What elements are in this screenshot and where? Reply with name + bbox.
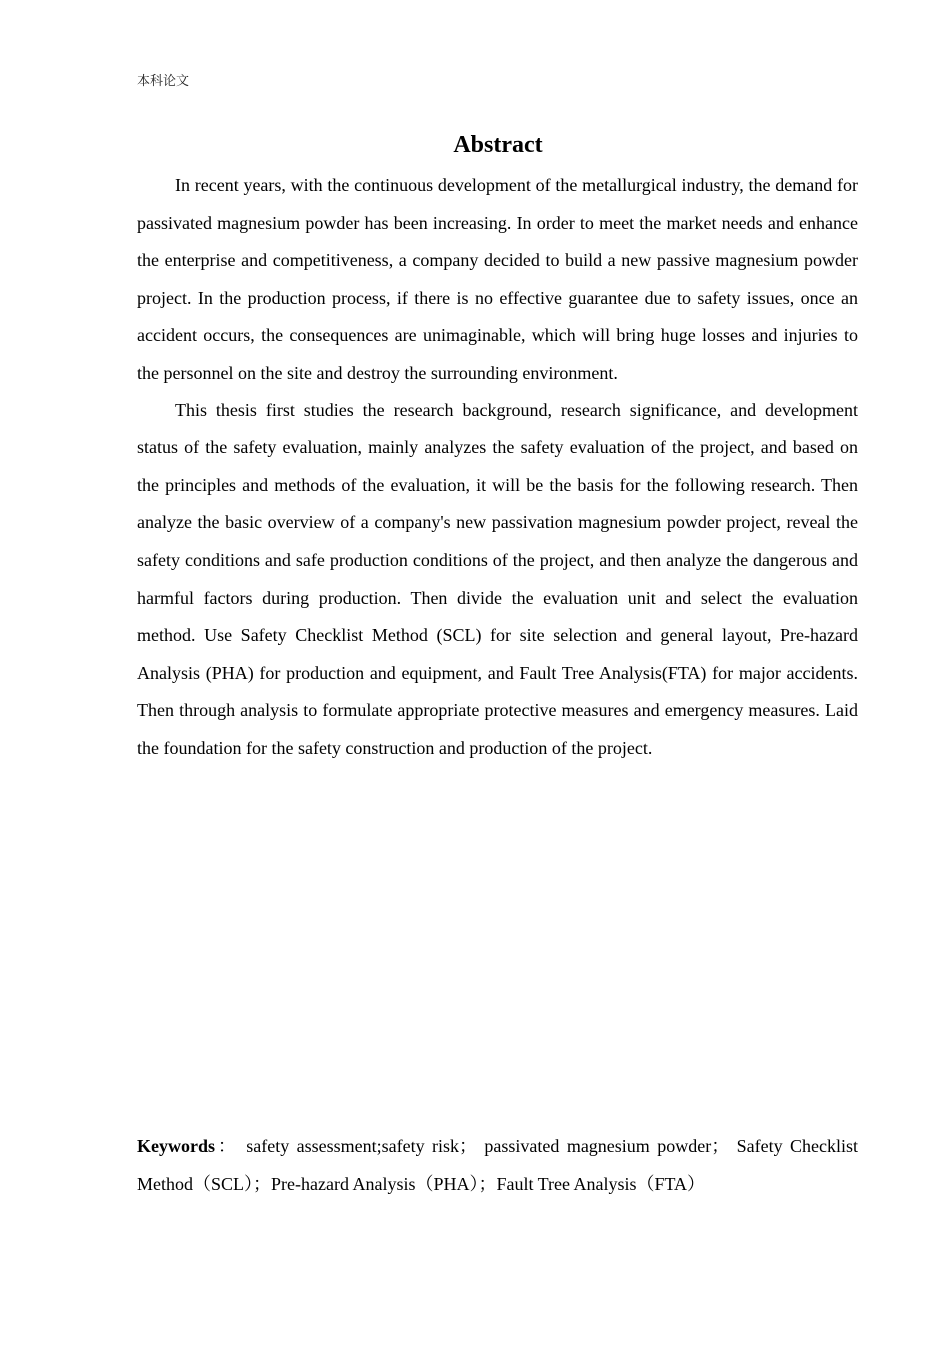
keywords-text: ： safety assessment;safety risk； passivated magnesium powder； Safety Checklist Method（SCL）；Pre-hazard Analysis（PHA）；Fault Tree Analysis（FTA） (137, 1136, 858, 1194)
keywords-label: Keywords (137, 1136, 215, 1156)
keywords (137, 1128, 858, 1203)
abstract-body (137, 167, 858, 768)
abstract-paragraph: This thesis first studies the research background, research significance, and development status of the safety evaluation, mainly analyzes the safety evaluation of the project, and based on the principles and methods of the evaluation, it will be the basis for the following research. Then analyze the basic overview of a company's new passivation magnesium powder project, reveal the safety conditions and safe production conditions of the project, and then analyze the dangerous and harmful factors during production. Then divide the evaluation unit and select the evaluation method. Use Safety Checklist Method (SCL) for site selection and general layout, Pre-hazard Analysis (PHA) for production and equipment, and Fault Tree Analysis(FTA) for major accidents. Then through analysis to formulate appropriate protective measures and emergency measures. Laid the foundation for the safety construction and production of the project. (137, 399, 858, 758)
abstract-paragraph: In recent years, with the continuous development of the metallurgical industry, the demand for passivated magnesium powder has been increasing. In order to meet the market needs and enhance the enterprise and competitiveness, a company decided to build a new passive magnesium powder project. In the production process, if there is no effective guarantee due to safety issues, once an accident occurs, the consequences are unimaginable, which will bring huge losses and injuries to the personnel on the site and destroy the surrounding environment. (137, 175, 858, 383)
abstract-title: Abstract (453, 132, 543, 158)
page-header: 本科论文 (137, 74, 190, 89)
